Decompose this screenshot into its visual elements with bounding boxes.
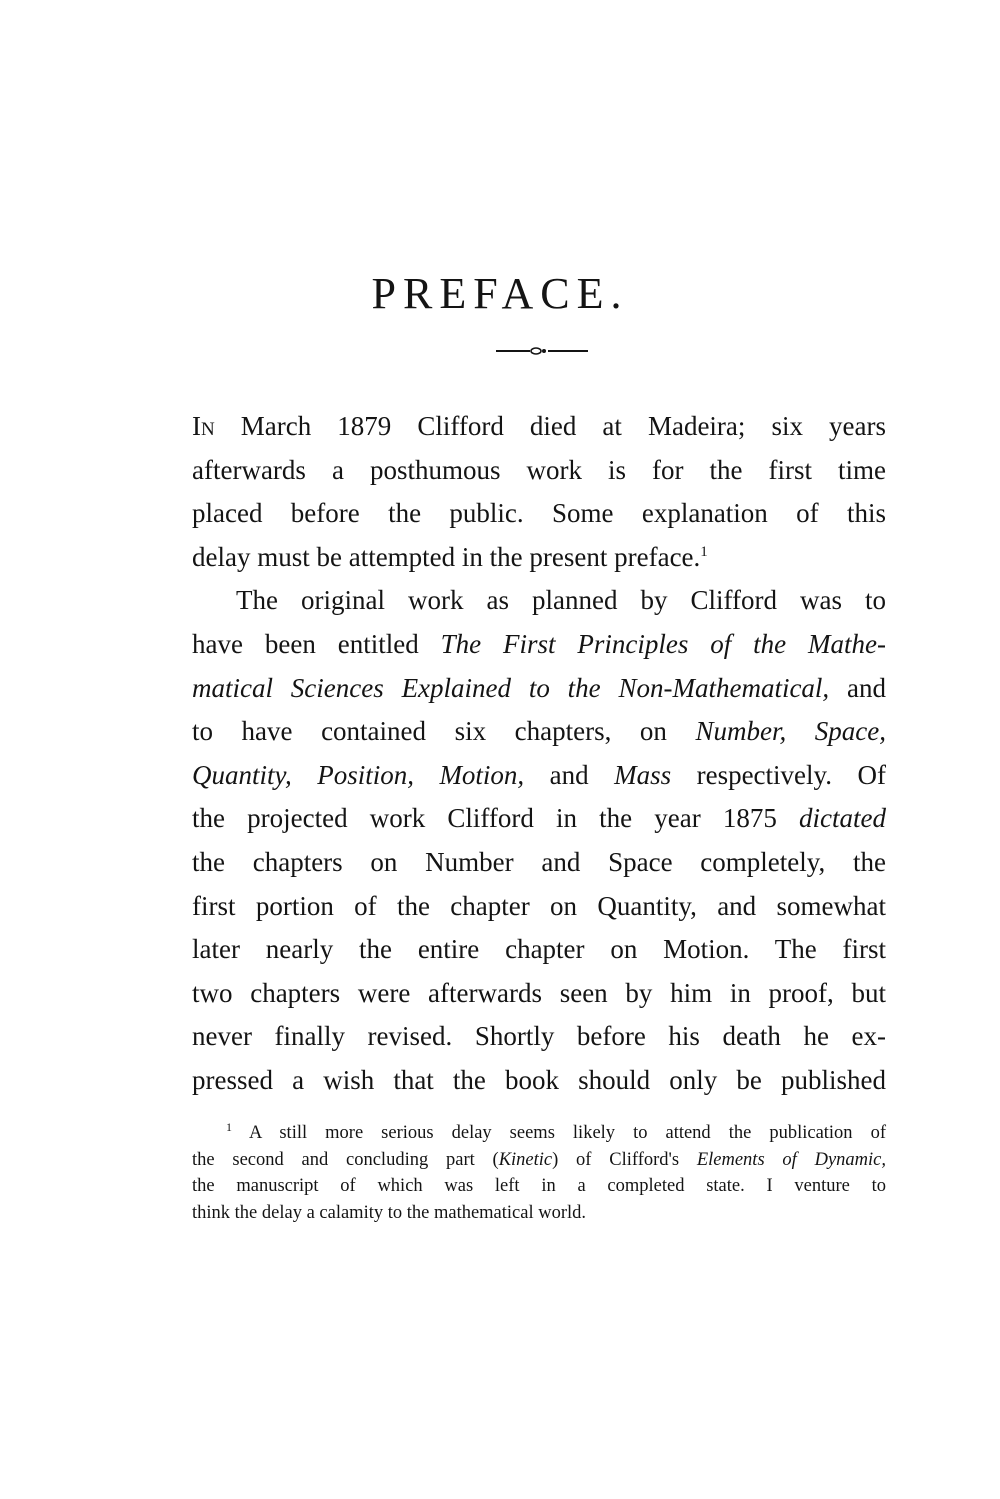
emphasis: dictated	[799, 803, 886, 834]
footnote-marker: 1	[226, 1119, 232, 1134]
line-text: respectively. Of	[671, 759, 886, 790]
line-text: have been entitled	[192, 628, 441, 659]
book-title: The First Principles of the Mathe-	[440, 628, 886, 659]
text-line	[192, 754, 886, 798]
text-line: first portion of the chapter on Quantity, and somewhat	[192, 890, 886, 921]
line-text: and	[524, 759, 615, 790]
text-line: placed before the public. Some explanation of this	[192, 498, 886, 529]
line-text: ) of Clifford's	[552, 1149, 697, 1170]
line-text: the projected work Clifford in the year 1875	[192, 803, 800, 834]
text-line: two chapters were afterwards seen by him in proof, but	[192, 977, 886, 1008]
line-text: and	[829, 672, 886, 703]
text-line: afterwards a posthumous work is for the first time	[192, 454, 886, 485]
chapter-names: Mass	[614, 759, 672, 790]
preface-body	[192, 405, 886, 1103]
footnote	[192, 1120, 886, 1226]
opening-word: In	[192, 411, 215, 441]
line-text: March 1879 Clifford died at Madeira; six years	[214, 411, 886, 441]
line-text: to have contained six chapters, on	[192, 716, 696, 747]
text-line: the chapters on Number and Space completely, the	[192, 846, 886, 877]
footnote-reference: 1	[700, 543, 708, 560]
text-line	[192, 667, 886, 711]
text-line	[192, 710, 886, 754]
emphasis: Kinetic	[498, 1149, 553, 1170]
text-line	[192, 797, 886, 841]
text-line	[192, 405, 886, 449]
book-title: matical Sciences Explained to the Non-Mathematical,	[192, 672, 830, 703]
footnote-line	[192, 1147, 886, 1174]
text-line: later nearly the entire chapter on Motion. The first	[192, 934, 886, 965]
chapter-names: Quantity, Position, Motion,	[192, 759, 525, 790]
text-line: pressed a wish that the book should only be published	[192, 1064, 886, 1095]
book-title: Elements of Dynamic,	[696, 1149, 886, 1170]
chapter-names: Number, Space,	[695, 716, 886, 747]
page-title: PREFACE.	[371, 269, 629, 318]
line-text: A still more serious delay seems likely to attend the publication of	[232, 1123, 886, 1143]
text-line	[192, 536, 886, 580]
line-text: the second and concluding part (	[192, 1149, 499, 1170]
line-text: delay must be attempted in the present preface.	[192, 541, 701, 572]
text-line: The original work as planned by Clifford was to	[236, 585, 886, 616]
ornament-divider	[496, 340, 588, 362]
footnote-line	[192, 1120, 886, 1147]
text-line: never finally revised. Shortly before his death he ex-	[192, 1021, 886, 1052]
footnote-line: the manuscript of which was left in a completed state. I venture to	[192, 1176, 886, 1196]
text-line	[192, 623, 886, 667]
footnote-line: think the delay a calamity to the mathematical world.	[192, 1202, 587, 1223]
